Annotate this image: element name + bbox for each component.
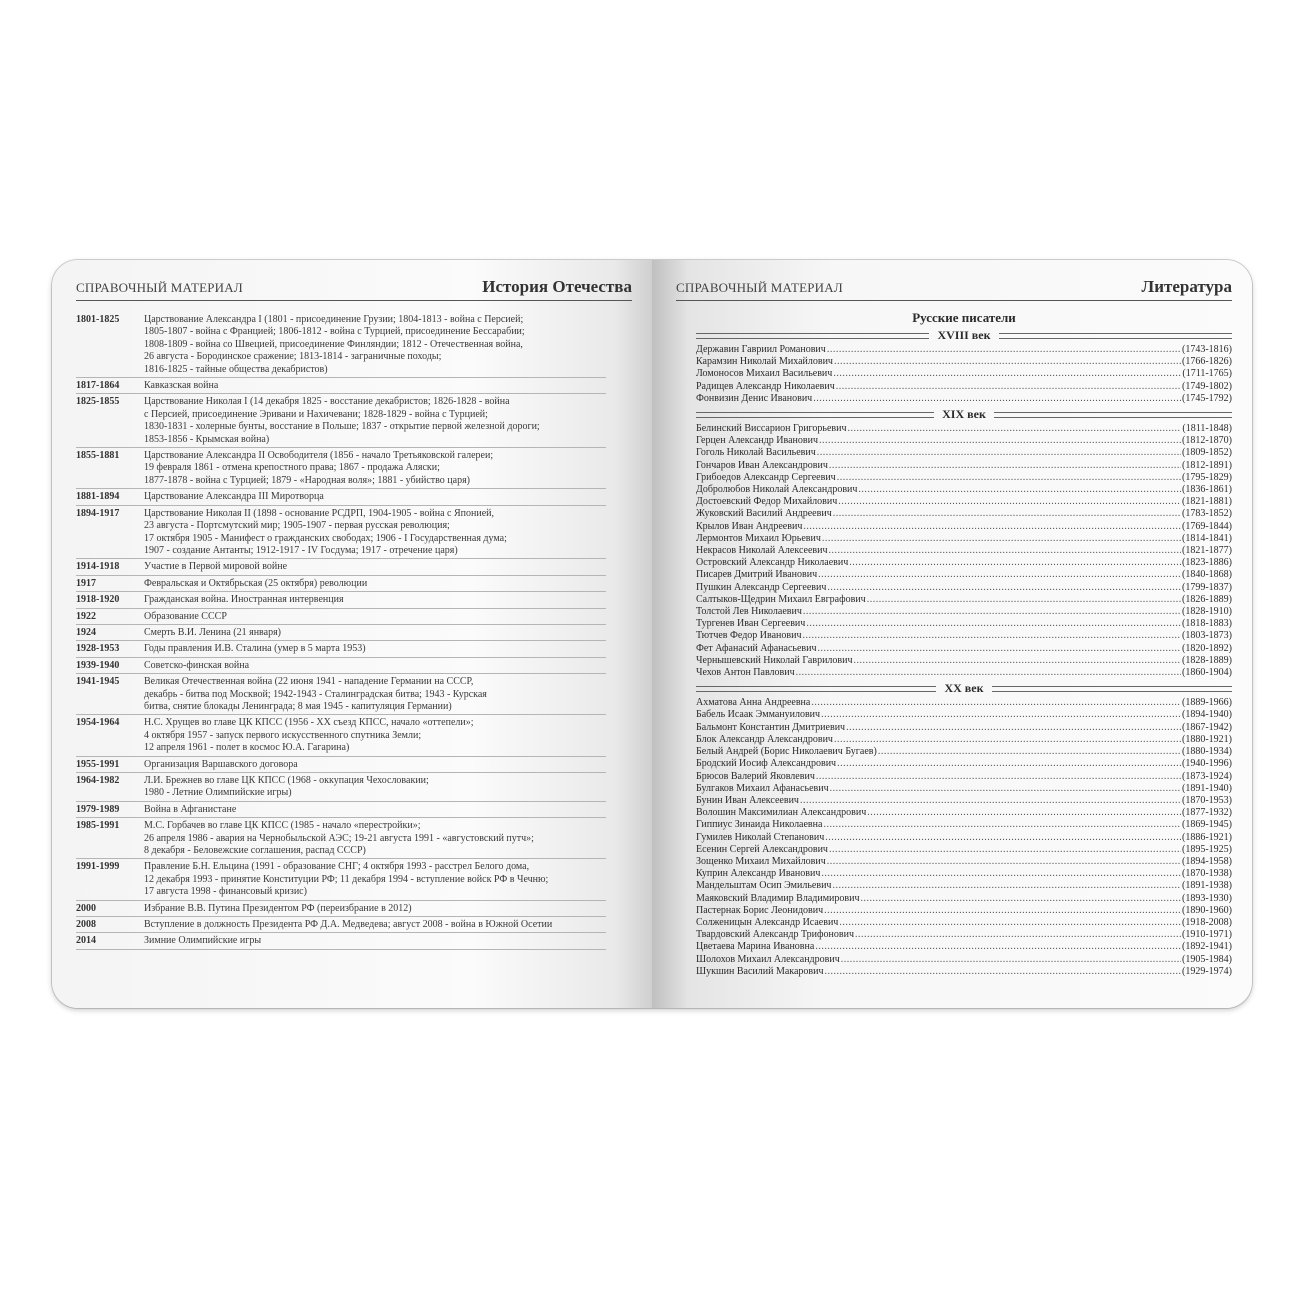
section-label: СПРАВОЧНЫЙ МАТЕРИАЛ — [76, 280, 243, 295]
open-notebook — [52, 260, 1252, 1008]
timeline-year: 1954-1964 — [76, 717, 120, 729]
timeline-event: Кавказская война — [144, 380, 219, 392]
writer-name: Карамзин Николай Михайлович — [696, 356, 833, 368]
writer-row — [696, 356, 1232, 368]
writers-list — [696, 310, 1232, 978]
writer-name: Шолохов Михаил Александрович — [696, 953, 840, 965]
century-heading — [696, 681, 1232, 696]
writer-years: (1821-1881) — [1182, 496, 1232, 508]
writer-row — [696, 856, 1232, 868]
writer-years: (1818-1883) — [1182, 618, 1232, 630]
timeline-event: Вступление в должность Президента РФ Д.А. Медведева; август 2008 - война в Южной Осетии — [144, 919, 553, 931]
timeline-event: М.С. Горбачев во главе ЦК КПСС (1985 - начало «перестройки»; 26 апреля 1986 - авария на Чернобыльской АЭС; 19-21 августа 1991 - «августовский путч»; 8 декабря - Беловежские соглашения, распад СССР) — [144, 820, 534, 857]
timeline-year: 1801-1825 — [76, 314, 120, 325]
writer-name: Цветаева Марина Ивановна — [696, 941, 815, 953]
left-page — [52, 260, 652, 1008]
page-title: Литература — [1141, 277, 1232, 296]
divider — [696, 333, 929, 339]
timeline-year: 1979-1989 — [76, 803, 120, 815]
divider — [992, 686, 1232, 692]
writer-row — [696, 917, 1232, 929]
writer-name: Солженицын Александр Исаевич — [696, 916, 839, 928]
writer-row — [696, 667, 1232, 679]
writer-name: Зощенко Михаил Михайлович — [696, 855, 826, 867]
writer-years: (1769-1844) — [1182, 520, 1232, 532]
timeline-year: 1855-1881 — [76, 450, 120, 462]
writer-name: Тютчев Федор Иванович — [696, 630, 802, 642]
writer-row — [696, 557, 1232, 569]
writer-years: (1803-1873) — [1182, 630, 1232, 642]
writer-row — [696, 771, 1232, 783]
writer-name: Некрасов Николай Алексеевич — [696, 545, 828, 557]
writer-row — [696, 484, 1232, 496]
writer-row — [696, 893, 1232, 905]
timeline-row — [76, 802, 606, 818]
writer-years: (1891-1940) — [1182, 782, 1232, 794]
writer-years: (1892-1941) — [1182, 941, 1232, 953]
writer-name: Пастернак Борис Леонидович — [696, 904, 824, 916]
dot-leader — [806, 618, 1181, 630]
dot-leader — [803, 521, 1181, 533]
dot-leader — [841, 954, 1181, 966]
timeline-event: Царствование Николая I (14 декабря 1825 - восстание декабристов; 1826-1828 - война с Персией, присоединение Эривани и Нахичевани; 1828-1829 - война с Турцией; 1830-1831 - холерные бунты, восстание в Польше; 1837 - открытие первой железной дороги; 1853-1856 - Крымская война) — [144, 396, 540, 445]
timeline-year: 1928-1953 — [76, 643, 120, 655]
dot-leader — [796, 667, 1181, 679]
timeline-year: 1917 — [76, 577, 96, 589]
writer-name: Гумилев Николай Степанович — [696, 831, 825, 843]
writer-name: Маяковский Владимир Владимирович — [696, 892, 860, 904]
writer-row — [696, 447, 1232, 459]
writer-name: Фет Афанасий Афанасьевич — [696, 642, 817, 654]
writer-name: Гиппиус Зинаида Николаевна — [696, 819, 823, 831]
writer-name: Добролюбов Николай Александрович — [696, 484, 858, 496]
left-page-header — [76, 274, 632, 301]
writer-name: Герцен Александр Иванович — [696, 435, 819, 447]
writer-name: Салтыков-Щедрин Михаил Евграфович — [696, 593, 866, 605]
timeline-row — [76, 773, 606, 802]
timeline-row — [76, 641, 606, 657]
writer-years: (1867-1942) — [1182, 721, 1232, 733]
dot-leader — [825, 966, 1181, 978]
timeline-year: 1985-1991 — [76, 820, 120, 832]
writer-name: Мандельштам Осип Эмильевич — [696, 880, 832, 892]
writer-name: Блок Александр Александрович — [696, 733, 833, 745]
writer-row — [696, 868, 1232, 880]
timeline-year: 1881-1894 — [76, 491, 120, 503]
writer-years: (1910-1971) — [1182, 929, 1232, 941]
century-label: XVIII век — [937, 328, 991, 342]
writer-row — [696, 460, 1232, 472]
timeline-year: 1955-1991 — [76, 758, 120, 770]
writer-row — [696, 569, 1232, 581]
dot-leader — [823, 819, 1181, 831]
writer-years: (1820-1892) — [1182, 642, 1232, 654]
writer-name: Бальмонт Константин Дмитриевич — [696, 721, 846, 733]
writer-name: Островский Александр Николаевич — [696, 557, 849, 569]
timeline-event: Образование СССР — [144, 610, 227, 622]
writer-row — [696, 533, 1232, 545]
writer-years: (1929-1974) — [1182, 965, 1232, 977]
writer-name: Шукшин Василий Макарович — [696, 965, 824, 977]
writer-row — [696, 545, 1232, 557]
writer-row — [696, 746, 1232, 758]
writer-years: (1823-1886) — [1182, 557, 1232, 569]
writer-name: Гоголь Николай Васильевич — [696, 447, 816, 459]
dot-leader — [858, 484, 1181, 496]
timeline-year: 1894-1917 — [76, 507, 120, 519]
dot-leader — [855, 929, 1181, 941]
writer-years: (1894-1958) — [1182, 855, 1232, 867]
writer-years: (1890-1960) — [1182, 904, 1232, 916]
writer-name: Ломоносов Михаил Васильевич — [696, 368, 833, 380]
timeline-row — [76, 576, 606, 592]
page-title: История Отечества — [482, 277, 632, 296]
writer-name: Гончаров Иван Александрович — [696, 459, 828, 471]
timeline-event: Великая Отечественная война (22 июня 1941 - нападение Германии на СССР, декабрь - битва под Москвой; 1942-1943 - Сталинградская битва; 1943 - Курская битва, снятие блокады Ленинграда; 8 мая 1945 - капитуляция Германии) — [144, 676, 487, 712]
dot-leader — [829, 460, 1181, 472]
divider — [696, 412, 934, 418]
writer-years: (1894-1940) — [1182, 709, 1232, 721]
writer-years: (1895-1925) — [1182, 843, 1232, 855]
dot-leader — [811, 697, 1181, 709]
dot-leader — [821, 868, 1181, 880]
dot-leader — [837, 758, 1181, 770]
timeline-event: Война в Афганистане — [144, 803, 237, 815]
writer-years: (1821-1877) — [1182, 545, 1232, 557]
writer-row — [696, 941, 1232, 953]
timeline-event: Гражданская война. Иностранная интервенция — [144, 594, 344, 606]
timeline-row — [76, 859, 606, 900]
writer-name: Бабель Исаак Эммануилович — [696, 709, 821, 721]
writer-row — [696, 508, 1232, 520]
dot-leader — [813, 393, 1181, 405]
timeline-row — [76, 715, 606, 756]
writer-years: (1836-1861) — [1182, 484, 1232, 496]
writer-row — [696, 819, 1232, 831]
timeline-year: 1825-1855 — [76, 396, 120, 408]
dot-leader — [839, 917, 1181, 929]
century-heading — [696, 328, 1232, 343]
writer-name: Белинский Виссарион Григорьевич — [696, 423, 847, 435]
writer-years: (1799-1837) — [1182, 581, 1232, 593]
writer-years: (1889-1966) — [1182, 697, 1232, 709]
writer-name: Куприн Александр Иванович — [696, 868, 821, 880]
writer-row — [696, 783, 1232, 795]
writer-years: (1711-1765) — [1182, 368, 1232, 380]
timeline-year: 1914-1918 — [76, 561, 120, 573]
dot-leader — [867, 594, 1181, 606]
writer-row — [696, 722, 1232, 734]
writer-years: (1893-1930) — [1182, 892, 1232, 904]
dot-leader — [836, 381, 1181, 393]
timeline-row — [76, 625, 606, 641]
writer-row — [696, 521, 1232, 533]
writer-years: (1828-1910) — [1182, 606, 1232, 618]
writer-row — [696, 709, 1232, 721]
timeline-year: 2008 — [76, 919, 96, 931]
writer-name: Ахматова Анна Андреевна — [696, 697, 811, 709]
writer-years: (1795-1829) — [1182, 471, 1232, 483]
dot-leader — [815, 941, 1181, 953]
writer-years: (1809-1852) — [1182, 447, 1232, 459]
century-label: XIX век — [942, 407, 986, 422]
dot-leader — [854, 655, 1181, 667]
timeline-year: 1991-1999 — [76, 861, 120, 873]
dot-leader — [849, 557, 1181, 569]
dot-leader — [846, 722, 1181, 734]
timeline-event: Царствование Александра III Миротворца — [144, 491, 324, 503]
writer-row — [696, 966, 1232, 978]
writer-row — [696, 954, 1232, 966]
writer-row — [696, 630, 1232, 642]
timeline-row — [76, 394, 606, 448]
dot-leader — [827, 344, 1181, 356]
dot-leader — [819, 435, 1181, 447]
writer-row — [696, 496, 1232, 508]
writer-row — [696, 381, 1232, 393]
timeline-event: Правление Б.Н. Ельцина (1991 - образование СНГ; 4 октября 1993 - расстрел Белого дома, 12 декабря 1993 - принятие Конституции РФ; 11 декабря 1994 - вступление войск РФ в Чечню; 17 августа 1998 - финансовый кризис) — [144, 861, 549, 898]
writer-years: (1870-1938) — [1182, 868, 1232, 880]
dot-leader — [834, 356, 1181, 368]
writer-row — [696, 807, 1232, 819]
timeline-event: Н.С. Хрущев во главе ЦК КПСС (1956 - XX съезд КПСС, начало «оттепели»; 4 октября 1957 - запуск первого искусственного спутника Земли; 12 апреля 1961 - полет в космос Ю.А. Гагарина) — [144, 717, 474, 754]
writer-years: (1886-1921) — [1182, 831, 1232, 843]
timeline-row — [76, 917, 606, 933]
writer-name: Державин Гавриил Романович — [696, 344, 826, 355]
timeline-event: Смерть В.И. Ленина (21 января) — [144, 626, 282, 638]
writer-name: Радищев Александр Николаевич — [696, 380, 835, 392]
timeline-row — [76, 818, 606, 859]
right-page — [652, 260, 1252, 1008]
writer-years: (1840-1868) — [1182, 569, 1232, 581]
divider — [994, 412, 1232, 418]
timeline-row — [76, 378, 606, 394]
writer-years: (1812-1870) — [1182, 435, 1232, 447]
writer-name: Достоевский Федор Михайлович — [696, 496, 838, 508]
writer-years: (1783-1852) — [1182, 508, 1232, 520]
writer-years: (1811-1848) — [1182, 423, 1232, 435]
writer-name: Лермонтов Михаил Юрьевич — [696, 532, 821, 544]
writer-row — [696, 795, 1232, 807]
writer-name: Писарев Дмитрий Иванович — [696, 569, 818, 581]
timeline-year: 1918-1920 — [76, 594, 120, 606]
dot-leader — [837, 472, 1181, 484]
dot-leader — [803, 606, 1181, 618]
timeline-event: Годы правления И.В. Сталина (умер в 5 марта 1953) — [144, 643, 366, 655]
writer-name: Чехов Антон Павлович — [696, 667, 795, 679]
writer-years: (1766-1826) — [1182, 356, 1232, 368]
writer-years: (1860-1904) — [1182, 667, 1232, 679]
dot-leader — [867, 807, 1181, 819]
writer-name: Фонвизин Денис Иванович — [696, 392, 813, 404]
writers-title: Русские писатели — [912, 310, 1016, 325]
timeline-row — [76, 312, 606, 378]
timeline-event: Организация Варшавского договора — [144, 758, 298, 770]
writer-name: Бродский Иосиф Александрович — [696, 758, 837, 770]
timeline-year: 1941-1945 — [76, 676, 120, 688]
writer-name: Толстой Лев Николаевич — [696, 606, 802, 618]
writer-row — [696, 655, 1232, 667]
dot-leader — [827, 582, 1181, 594]
writer-row — [696, 643, 1232, 655]
timeline-row — [76, 489, 606, 505]
writer-row — [696, 758, 1232, 770]
timeline-year: 1922 — [76, 610, 96, 622]
writer-row — [696, 423, 1232, 435]
writer-row — [696, 697, 1232, 709]
dot-leader — [821, 709, 1181, 721]
timeline-year: 1817-1864 — [76, 380, 120, 392]
writer-row — [696, 734, 1232, 746]
timeline-year: 2000 — [76, 902, 96, 914]
dot-leader — [803, 630, 1181, 642]
dot-leader — [816, 771, 1181, 783]
century-heading — [696, 407, 1232, 422]
writer-row — [696, 594, 1232, 606]
dot-leader — [827, 856, 1181, 868]
timeline-row — [76, 674, 606, 715]
writer-row — [696, 368, 1232, 380]
timeline-event: Советско-финская война — [144, 659, 250, 671]
writer-years: (1877-1932) — [1182, 807, 1232, 819]
writer-name: Крылов Иван Андреевич — [696, 520, 803, 532]
writer-years: (1880-1934) — [1182, 746, 1232, 758]
timeline-year: 2014 — [76, 935, 96, 947]
writer-name: Твардовский Александр Трифонович — [696, 929, 854, 941]
timeline-event: Царствование Александра I (1801 - присоединение Грузии; 1804-1813 - война с Персией; 1805-1807 - война с Францией; 1806-1812 - война с Турцией, присоединение Бессарабии; 1808-1809 - война со Швецией, присоединение Финляндии; 1812 - Отечественная война, 26 августа - Бородинское сражение; 1813-1814 - заграничные походы; 1816-1825 - тайные общества декабристов) — [144, 314, 525, 375]
writer-name: Жуковский Василий Андреевич — [696, 508, 832, 520]
timeline-row — [76, 757, 606, 773]
timeline-event: Царствование Александра II Освободителя (1856 - начало Третьяковской галереи; 19 февраля 1861 - отмена крепостного права; 1867 - продажа Аляски; 1877-1878 - война с Турцией; 1879 - «Народная воля»; 1881 - убийство царя) — [144, 450, 494, 486]
writer-name: Булгаков Михаил Афанасьевич — [696, 782, 829, 794]
timeline-event: Зимние Олимпийские игры — [144, 935, 262, 947]
writer-years: (1826-1889) — [1182, 593, 1232, 605]
writer-years: (1869-1945) — [1182, 819, 1232, 831]
timeline-row — [76, 506, 606, 560]
writer-years: (1918-2008) — [1182, 916, 1232, 928]
dot-leader — [830, 783, 1181, 795]
right-page-header — [676, 274, 1232, 301]
writer-years: (1814-1841) — [1182, 532, 1232, 544]
writer-years: (1940-1996) — [1182, 758, 1232, 770]
century-label: XX век — [944, 681, 984, 696]
writer-years: (1880-1921) — [1182, 733, 1232, 745]
writer-name: Есенин Сергей Александрович — [696, 843, 828, 855]
dot-leader — [834, 734, 1181, 746]
timeline-row — [76, 448, 606, 489]
writer-row — [696, 582, 1232, 594]
timeline-event: Царствование Николая II (1898 - основание РСДРП, 1904-1905 - война с Японией, 23 августа - Портсмутский мир; 1905-1907 - первая русская революция; 17 октября 1905 - Манифест о гражданских свободах; 1906 - I Государственная дума; 1907 - создание Антанты; 1912-1917 - IV Госдума; 1917 - отречение царя) — [144, 507, 507, 556]
writer-row — [696, 880, 1232, 892]
timeline-row — [76, 559, 606, 575]
dot-leader — [817, 447, 1181, 459]
writer-row — [696, 472, 1232, 484]
dot-leader — [818, 569, 1181, 581]
timeline-event: Избрание В.В. Путина Президентом РФ (переизбрание в 2012) — [144, 902, 412, 914]
dot-leader — [833, 368, 1181, 380]
writer-name: Брюсов Валерий Яковлевич — [696, 770, 815, 782]
dot-leader — [878, 746, 1181, 758]
writer-name: Бунин Иван Алексеевич — [696, 794, 799, 806]
section-label: СПРАВОЧНЫЙ МАТЕРИАЛ — [676, 280, 843, 295]
dot-leader — [860, 893, 1181, 905]
writer-name: Белый Андрей (Борис Николаевич Бугаев) — [696, 746, 877, 758]
timeline-row — [76, 592, 606, 608]
writer-row — [696, 606, 1232, 618]
timeline-year: 1924 — [76, 626, 96, 638]
timeline-row — [76, 901, 606, 917]
writer-row — [696, 905, 1232, 917]
timeline-event: Л.И. Брежнев во главе ЦК КПСС (1968 - оккупация Чехословакии; 1980 - Летние Олимпийские игры) — [144, 775, 429, 799]
dot-leader — [825, 832, 1181, 844]
writer-years: (1873-1924) — [1182, 770, 1232, 782]
writer-name: Грибоедов Александр Сергеевич — [696, 471, 836, 483]
timeline-row — [76, 933, 606, 949]
timeline-row — [76, 609, 606, 625]
writer-row — [696, 844, 1232, 856]
dot-leader — [829, 844, 1181, 856]
dot-leader — [838, 496, 1181, 508]
divider — [999, 333, 1232, 339]
dot-leader — [822, 533, 1181, 545]
writer-years: (1891-1938) — [1182, 880, 1232, 892]
writer-years: (1743-1816) — [1182, 344, 1232, 355]
history-timeline — [76, 312, 606, 950]
dot-leader — [832, 880, 1181, 892]
writer-name: Пушкин Александр Сергеевич — [696, 581, 827, 593]
writer-row — [696, 435, 1232, 447]
writer-name: Волошин Максимилиан Александрович — [696, 807, 867, 819]
writer-years: (1812-1891) — [1182, 459, 1232, 471]
dot-leader — [818, 643, 1182, 655]
timeline-row — [76, 658, 606, 674]
writer-years: (1749-1802) — [1182, 380, 1232, 392]
divider — [696, 686, 936, 692]
writer-years: (1745-1792) — [1182, 392, 1232, 404]
timeline-event: Участие в Первой мировой войне — [144, 561, 288, 573]
writer-row — [696, 344, 1232, 356]
dot-leader — [800, 795, 1181, 807]
writer-row — [696, 393, 1232, 405]
timeline-year: 1964-1982 — [76, 775, 120, 786]
writer-years: (1905-1984) — [1182, 953, 1232, 965]
timeline-event: Февральская и Октябрьская (25 октября) революции — [144, 577, 368, 589]
dot-leader — [824, 905, 1181, 917]
writer-row — [696, 929, 1232, 941]
writer-name: Чернышевский Николай Гаврилович — [696, 654, 853, 666]
timeline-year: 1939-1940 — [76, 659, 120, 671]
writer-years: (1828-1889) — [1182, 654, 1232, 666]
writer-name: Тургенев Иван Сергеевич — [696, 618, 806, 630]
dot-leader — [848, 423, 1182, 435]
dot-leader — [833, 508, 1181, 520]
writer-row — [696, 618, 1232, 630]
dot-leader — [829, 545, 1182, 557]
writer-row — [696, 832, 1232, 844]
writer-years: (1870-1953) — [1182, 794, 1232, 806]
